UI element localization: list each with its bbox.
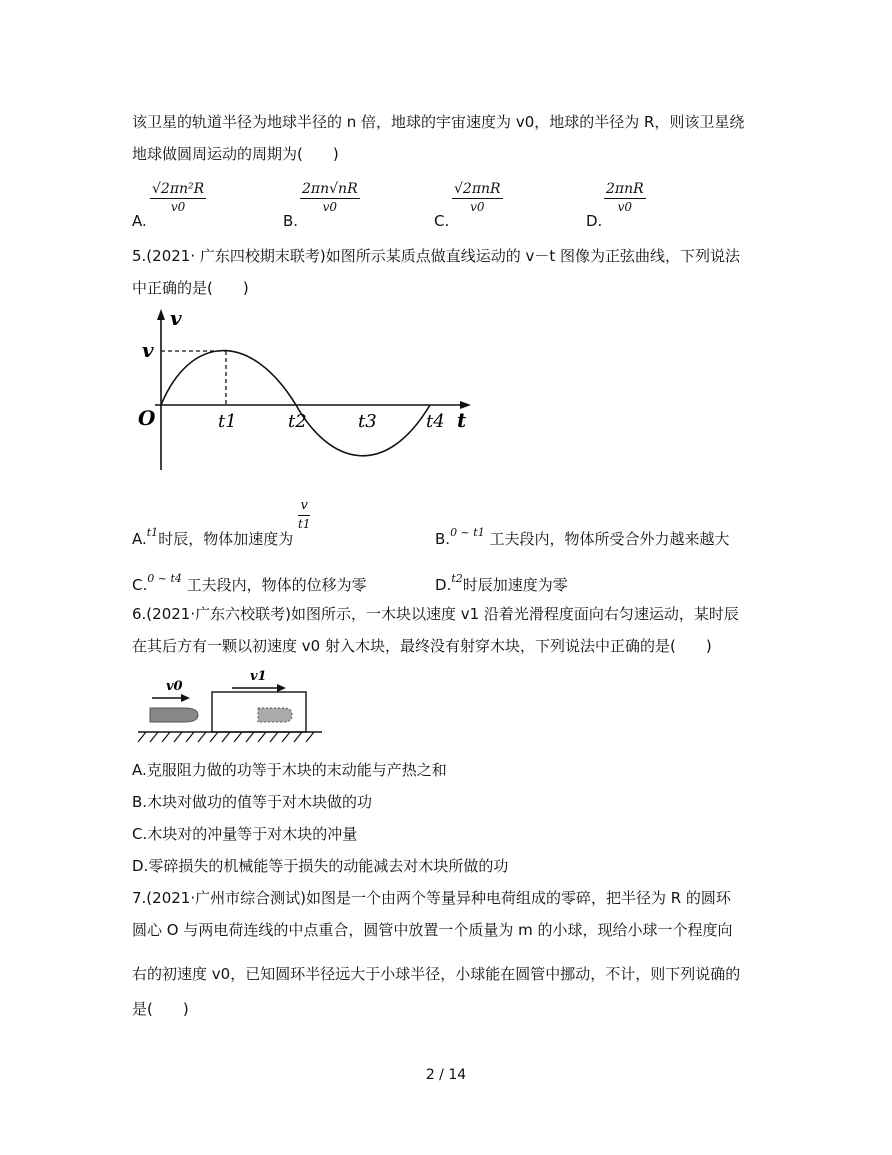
bullet-velocity-arrowhead xyxy=(181,694,190,702)
q5-option-a-label: A. xyxy=(132,530,147,548)
q4-line2: 地球做圆周运动的周期为( ) xyxy=(132,145,339,163)
q5-option-a-numerator: v xyxy=(298,497,310,516)
bullet-velocity-label: v0 xyxy=(166,679,183,694)
q5-option-d xyxy=(435,569,568,595)
q5-line1: 5.(2021· 广东四校期末联考)如图所示某质点做直线运动的 v－t 图像为正弦曲线，下列说法 xyxy=(132,247,741,265)
q5-option-c xyxy=(132,569,367,595)
bullet-block-figure xyxy=(136,668,326,748)
q6-line2: 在其后方有一颗以初速度 v0 射入木块，最终没有射穿木块，下列说法中正确的是( ) xyxy=(132,637,712,655)
vt-sine-graph xyxy=(130,305,480,475)
q5-option-d-t2: t2 xyxy=(451,572,463,585)
q5-option-b-text: 工夫段内，物体所受合外力越来越大 xyxy=(489,530,730,548)
block-velocity-arrowhead xyxy=(277,684,286,692)
q5-option-a-fraction xyxy=(298,497,310,532)
bullet-shape xyxy=(150,708,198,722)
q5-option-a xyxy=(132,523,293,549)
q4-option-b-denominator: v0 xyxy=(322,200,338,214)
origin-label: O xyxy=(138,406,156,430)
embedded-bullet xyxy=(258,708,292,722)
q4-option-c-label: C. xyxy=(434,212,450,230)
q5-option-c-label: C. xyxy=(132,576,148,594)
block-velocity-label: v1 xyxy=(250,669,267,684)
q4-option-d-fraction xyxy=(604,180,646,215)
y-axis-arrow xyxy=(157,309,165,320)
q4-option-b-fraction xyxy=(300,180,360,215)
q4-option-a-denominator: v0 xyxy=(170,200,186,214)
q5-option-a-t1: t1 xyxy=(146,526,159,539)
q4-option-b-numerator: 2πn√nR xyxy=(302,181,358,197)
q5-option-d-label: D. xyxy=(435,576,452,594)
q7-line4: 是( ) xyxy=(132,1000,189,1018)
q6-option-d: D.零碎损失的机械能等于损失的动能减去对木块所做的功 xyxy=(132,857,509,875)
q4-option-a-numerator: √2πn²R xyxy=(152,181,205,197)
q5-option-d-text: 时辰加速度为零 xyxy=(462,576,568,594)
q4-option-a-fraction xyxy=(150,180,206,215)
q4-option-d-label: D. xyxy=(586,212,603,230)
x-axis-label: t xyxy=(457,408,467,432)
q7-line3: 右的初速度 v0，已知圆环半径远大于小球半径，小球能在圆管中挪动，不计，则下列说确的 xyxy=(132,965,741,983)
sine-curve xyxy=(161,351,430,456)
q4-option-c-denominator: v0 xyxy=(470,200,485,214)
q4-option-b-label: B. xyxy=(283,212,299,230)
q4-option-d-denominator: v0 xyxy=(617,200,633,214)
q4-option-d-numerator: 2πnR xyxy=(606,181,644,197)
tick-t3-label: t3 xyxy=(358,411,377,432)
q5-option-b xyxy=(435,523,730,549)
q4-option-c-numerator: √2πnR xyxy=(454,181,501,197)
q5-option-a-text: 时辰，物体加速度为 xyxy=(158,530,294,548)
q5-option-a-denominator: t1 xyxy=(298,517,311,531)
page-number: 2 / 14 xyxy=(425,1067,467,1083)
tick-t2-label: t2 xyxy=(288,411,307,432)
q6-option-b: B.木块对做功的值等于对木块做的功 xyxy=(132,793,373,811)
q5-line2: 中正确的是( ) xyxy=(132,279,249,297)
q5-option-b-range: 0 ~ t1 xyxy=(450,526,485,539)
q4-option-c-fraction xyxy=(452,180,503,215)
q5-option-c-text: 工夫段内，物体的位移为零 xyxy=(186,576,367,594)
q7-line2: 圆心 O 与两电荷连线的中点重合，圆管中放置一个质量为 m 的小球，现给小球一个程度向 xyxy=(132,921,733,939)
q6-line1: 6.(2021·广东六校联考)如图所示，一木块以速度 v1 沿着光滑程度面向右匀速运动，某时辰 xyxy=(132,605,739,623)
q6-option-c: C.木块对的冲量等于对木块的冲量 xyxy=(132,825,358,843)
y-axis-label: v xyxy=(170,306,182,330)
q6-option-a: A.克服阻力做的功等于木块的末动能与产热之和 xyxy=(132,761,447,779)
tick-t1-label: t1 xyxy=(218,411,237,432)
q5-option-b-label: B. xyxy=(435,530,451,548)
q5-option-c-range: 0 ~ t4 xyxy=(147,572,182,585)
q4-option-a-label: A. xyxy=(132,212,147,230)
peak-label: v xyxy=(142,338,154,362)
q7-line1: 7.(2021·广州市综合测试)如图是一个由两个等量异种电荷组成的零碎，把半径为 R 的圆环 xyxy=(132,889,731,907)
q4-line1: 该卫星的轨道半径为地球半径的 n 倍，地球的宇宙速度为 v0，地球的半径为 R，则该卫星绕 xyxy=(132,113,745,131)
tick-t4-label: t4 xyxy=(426,411,445,432)
ground-hatching xyxy=(138,732,314,742)
